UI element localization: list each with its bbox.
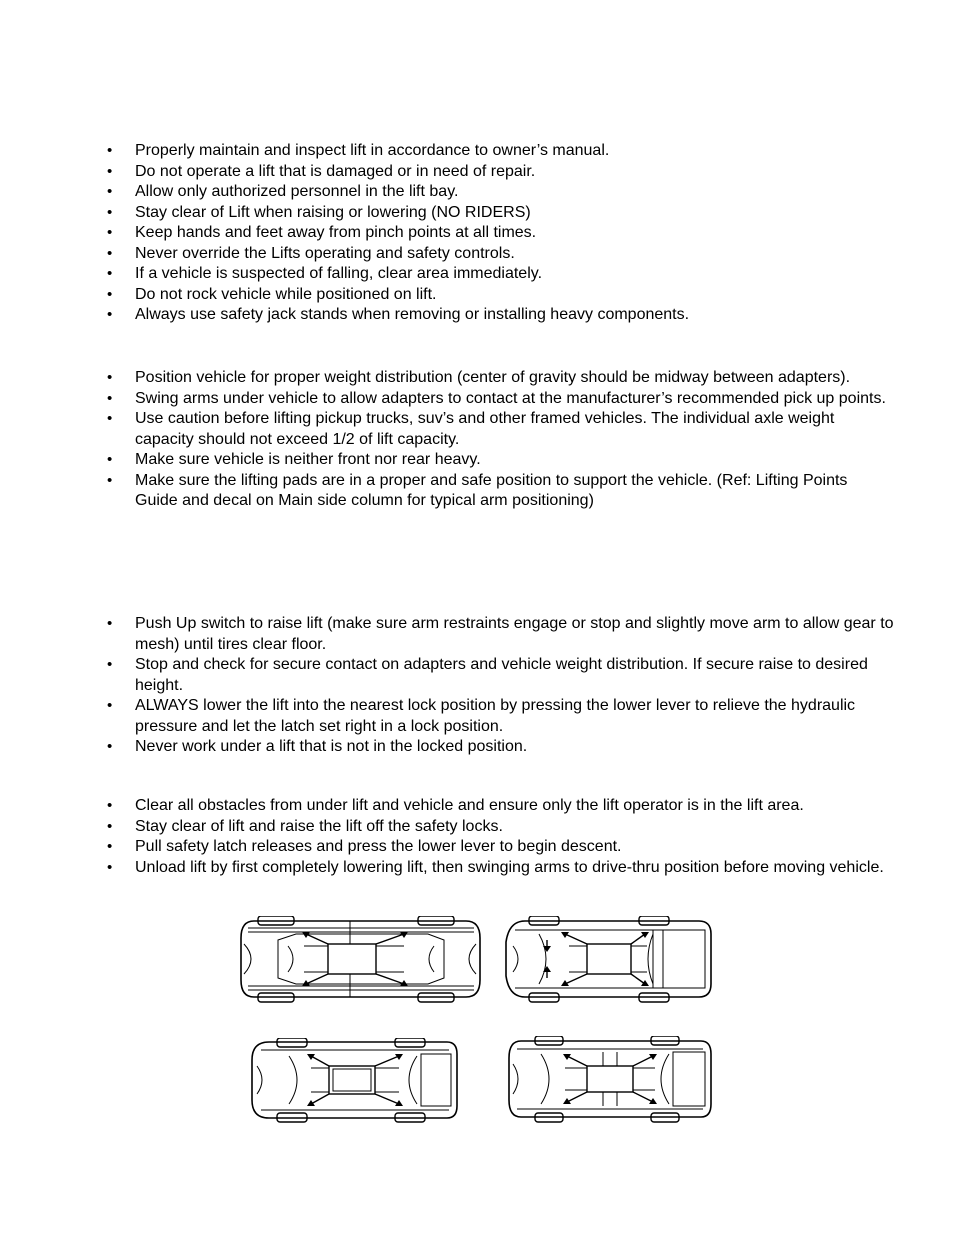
list-item: • Clear all obstacles from under lift and vehicle and ensure only the lift operator is in the lift area.: [104, 796, 894, 817]
lowering-lift-list: [104, 796, 894, 878]
suv-underbody-lift-points-icon: [505, 1036, 715, 1124]
list-item: • Never override the Lifts operating and safety controls.: [104, 244, 894, 265]
list-item: • Never work under a lift that is not in the locked position.: [104, 737, 894, 758]
list-item: • Always use safety jack stands when removing or installing heavy components.: [104, 305, 894, 326]
list-item: • Stop and check for secure contact on adapters and vehicle weight distribution. If secure raise to desired height.: [104, 655, 894, 696]
list-item: • Swing arms under vehicle to allow adapters to contact at the manufacturer’s recommended pick up points.: [104, 389, 894, 410]
list-item: • ALWAYS lower the lift into the nearest lock position by pressing the lower lever to relieve the hydraulic pressure and let the latch set right in a lock position.: [104, 696, 894, 737]
car-underbody-lift-points-icon: [238, 916, 484, 1004]
list-item: • Properly maintain and inspect lift in accordance to owner’s manual.: [104, 141, 894, 162]
van-underbody-lift-points-icon: [249, 1038, 461, 1124]
list-item: • Push Up switch to raise lift (make sure arm restraints engage or stop and slightly move arm to allow gear to mesh) until tires clear floor.: [104, 614, 894, 655]
list-item: • Allow only authorized personnel in the lift bay.: [104, 182, 894, 203]
vehicle-positioning-list: [104, 368, 894, 512]
list-item: • Do not operate a lift that is damaged or in need of repair.: [104, 162, 894, 183]
list-item: • Stay clear of lift and raise the lift off the safety locks.: [104, 817, 894, 838]
list-item: • Stay clear of Lift when raising or lowering (NO RIDERS): [104, 203, 894, 224]
safety-rules-list: [104, 141, 894, 326]
list-item: • Do not rock vehicle while positioned on lift.: [104, 285, 894, 306]
list-item: • Position vehicle for proper weight distribution (center of gravity should be midway between adapters).: [104, 368, 894, 389]
raising-lift-list: [104, 614, 894, 758]
list-item: • Make sure the lifting pads are in a proper and safe position to support the vehicle. (Ref: Lifting Points Guide and decal on Main side column for typical arm positioning): [104, 471, 894, 512]
truck-underbody-lift-points-icon: [503, 916, 715, 1004]
list-item: • Pull safety latch releases and press the lower lever to begin descent.: [104, 837, 894, 858]
list-item: • Unload lift by first completely lowering lift, then swinging arms to drive-thru position before moving vehicle.: [104, 858, 894, 879]
list-item: • Use caution before lifting pickup trucks, suv’s and other framed vehicles. The individual axle weight capacity should not exceed 1/2 of lift capacity.: [104, 409, 894, 450]
list-item: • Keep hands and feet away from pinch points at all times.: [104, 223, 894, 244]
list-item: • Make sure vehicle is neither front nor rear heavy.: [104, 450, 894, 471]
list-item: • If a vehicle is suspected of falling, clear area immediately.: [104, 264, 894, 285]
